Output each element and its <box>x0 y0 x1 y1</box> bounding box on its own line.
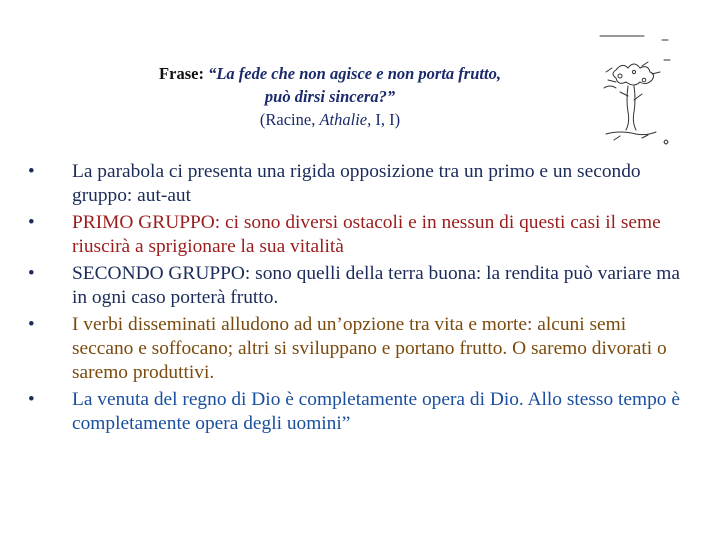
quote-phrase-part-2: può dirsi sincera?” <box>264 87 396 106</box>
bullet-marker: • <box>28 212 35 233</box>
quote-phrase-part-1: “La fede che non agisce e non porta frutto, <box>208 64 501 83</box>
bullet-list <box>28 160 688 439</box>
bullet-text: La parabola ci presenta una rigida opposizione tra un primo e un secondo gruppo: aut-aut <box>72 161 641 206</box>
bullet-marker: • <box>28 263 35 284</box>
bullet-marker: • <box>28 161 35 182</box>
bullet-marker: • <box>28 389 35 410</box>
bullet-item <box>28 211 688 259</box>
bullet-marker: • <box>28 314 35 335</box>
bullet-item <box>28 388 688 436</box>
tree-sketch-icon <box>588 30 678 150</box>
bullet-text: La venuta del regno di Dio è completamente opera di Dio. Allo stesso tempo è completamente opera degli uomini” <box>72 389 680 434</box>
source-work: Athalie, <box>319 110 372 129</box>
bullet-item <box>28 262 688 310</box>
quote-label: Frase: <box>159 64 204 83</box>
quote-block <box>95 62 565 131</box>
quote-source <box>95 108 565 131</box>
bullet-text: PRIMO GRUPPO: ci sono diversi ostacoli e in nessun di questi casi il seme riuscirà a sprigionare la sua vitalità <box>72 212 661 257</box>
bullet-item <box>28 313 688 385</box>
bullet-item <box>28 160 688 208</box>
bullet-text: SECONDO GRUPPO: sono quelli della terra buona: la rendita può variare ma in ogni caso porterà frutto. <box>72 263 680 308</box>
quote-line-1 <box>95 62 565 85</box>
source-author: (Racine, <box>259 110 316 129</box>
source-reference: I, I) <box>375 110 401 129</box>
bullet-text: I verbi disseminati alludono ad un’opzione tra vita e morte: alcuni semi seccano e soffocano; altri si sviluppano e portano frutto. O saremo divorati o saremo produttivi. <box>72 314 667 383</box>
quote-line-2 <box>95 85 565 108</box>
